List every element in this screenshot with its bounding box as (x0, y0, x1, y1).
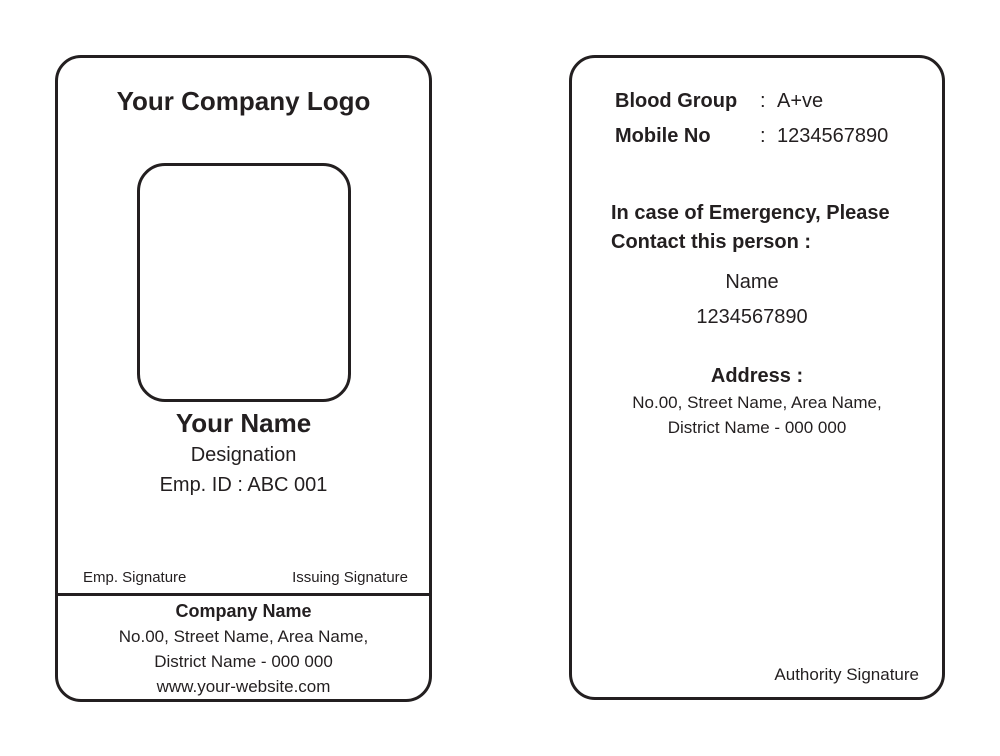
blood-group-label: Blood Group (615, 90, 738, 112)
mobile-value: 1234567890 (777, 125, 889, 147)
footer-divider (58, 593, 429, 596)
employee-id: Emp. ID : ABC 001 (159, 474, 328, 496)
address-title: Address : (710, 365, 804, 387)
id-card-back (569, 55, 945, 700)
emergency-heading-line2: Contact this person : (611, 231, 812, 253)
company-website: www.your-website.com (156, 677, 331, 696)
id-card-front (55, 55, 432, 702)
employee-name: Your Name (175, 408, 312, 438)
authority-signature-label: Authority Signature (774, 665, 919, 684)
photo-placeholder (137, 163, 351, 402)
employee-designation: Designation (190, 444, 297, 466)
emp-signature-label: Emp. Signature (83, 569, 187, 586)
emergency-contact-phone: 1234567890 (696, 306, 808, 328)
company-name: Company Name (175, 601, 312, 621)
mobile-label: Mobile No (615, 125, 711, 147)
emergency-heading-line1: In case of Emergency, Please (611, 202, 890, 224)
company-address-line1: No.00, Street Name, Area Name, (118, 627, 369, 646)
blood-group-separator: : (760, 90, 766, 112)
mobile-separator: : (760, 125, 766, 147)
company-address-line2: District Name - 000 000 (154, 652, 333, 671)
emergency-contact-name: Name (725, 271, 779, 293)
company-logo-text: Your Company Logo (116, 86, 371, 116)
issuing-signature-label: Issuing Signature (292, 569, 408, 586)
address-line1: No.00, Street Name, Area Name, (632, 393, 882, 412)
blood-group-value: A+ve (777, 90, 824, 112)
address-line2: District Name - 000 000 (667, 418, 847, 437)
